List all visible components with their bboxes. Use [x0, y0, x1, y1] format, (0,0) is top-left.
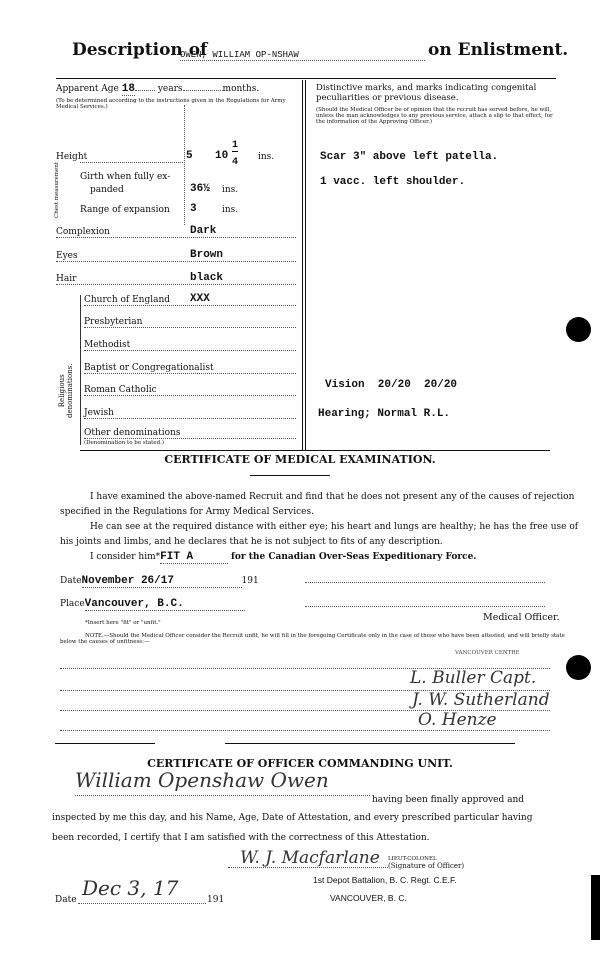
religion-label: Baptist or Congregationalist	[84, 363, 214, 373]
years-label: years	[157, 84, 183, 94]
medical-footnote: NOTE.—Should the Medical Officer consider the Recruit unfit, he will fill in the foregoing Certificate only in the case of those who have been attested, and will briefly state below the causes of unfitness:—	[60, 633, 565, 645]
year-prefix: 191	[241, 576, 259, 586]
medical-paragraph-2: He can see at the required distance with either eye; his heart and lungs are healthy; he has the free use of his joints and limbs, and he declares that he is not subject to fits of any description.	[60, 522, 579, 547]
religion-label: Presbyterian	[84, 317, 143, 327]
commanding-date-value: Dec 3, 17	[82, 876, 179, 900]
header-suffix: on Enlistment.	[428, 40, 569, 60]
divider	[250, 475, 330, 476]
religion-label	[58, 364, 74, 419]
height-fraction-den: 4	[232, 157, 239, 168]
eyes-row	[56, 251, 296, 262]
bracket	[80, 295, 81, 445]
commanding-year-prefix: 191	[207, 895, 225, 905]
stamp-text: VANCOUVER CENTRE	[455, 650, 520, 656]
dotted-line	[60, 730, 550, 731]
complexion-row	[56, 227, 296, 238]
distinctive-marks-heading: Distinctive marks, and marks indicating congenital peculiarities or previous disease.	[316, 83, 537, 103]
signature-line	[228, 867, 388, 868]
mark-1: Scar 3" above left patella.	[320, 151, 499, 163]
signature-line	[305, 606, 545, 607]
hair-label: Hair	[56, 274, 77, 284]
hearing: Hearing; Normal R.L.	[318, 408, 451, 420]
medical-place-value: Vancouver, B.C.	[85, 598, 245, 611]
religion-label-2: denominations.	[66, 363, 74, 418]
hair-row	[56, 274, 296, 285]
scan-edge	[591, 875, 600, 940]
medical-date-value: November 26/17	[82, 575, 242, 588]
range-unit: ins.	[222, 205, 239, 215]
divider	[56, 78, 556, 79]
fitness-value: FIT A	[160, 551, 228, 564]
religion-row	[84, 340, 296, 351]
age-note: (To be determined according to the instructions given in the Regulations for Army Medical Services.)	[56, 98, 286, 110]
officer-rank: LIEUT-COLONEL	[388, 856, 437, 862]
medical-date-row	[60, 575, 259, 588]
punch-hole	[566, 317, 591, 342]
dotted-line	[80, 152, 185, 163]
medical-signature-3: O. Henze	[418, 710, 497, 730]
commanding-date-label: Date	[55, 895, 77, 905]
unit-name: 1st Depot Battalion, B. C. Regt. C.E.F.	[313, 875, 457, 885]
consider-suffix: for the Canadian Over-Seas Expeditionary Force.	[231, 552, 477, 562]
range-value: 3	[190, 203, 197, 215]
religion-row	[84, 428, 296, 439]
divider	[80, 450, 550, 451]
inches-label: ins.	[258, 152, 275, 162]
consider-prefix: I consider him*	[90, 552, 161, 562]
height-inches: 10	[215, 150, 229, 162]
range-label: Range of expansion	[80, 205, 170, 215]
denomination-note: (Denomination to be stated.)	[84, 440, 165, 446]
consider-row	[90, 551, 476, 564]
medical-signature-2: J. W. Sutherland	[412, 690, 550, 710]
religion-label: Jewish	[84, 408, 114, 418]
religion-label: Other denominations	[84, 428, 181, 438]
girth-value: 36½	[190, 183, 210, 195]
medical-officer-label: Medical Officer.	[483, 612, 560, 623]
divider	[225, 743, 515, 744]
signature-label: (Signature of Officer)	[388, 862, 465, 870]
religion-row	[84, 295, 296, 306]
age-label: Apparent Age	[56, 84, 119, 94]
commanding-certificate-title: CERTIFICATE OF OFFICER COMMANDING UNIT.	[147, 757, 453, 770]
religion-label: Church of England	[84, 295, 171, 305]
signature-line	[305, 582, 545, 583]
eyes-value: Brown	[190, 249, 224, 261]
header-prefix: Description of	[72, 40, 208, 60]
mark-2: 1 vacc. left shoulder.	[320, 176, 466, 188]
religion-label: Roman Catholic	[84, 385, 157, 395]
height-label: Height	[56, 152, 88, 162]
commanding-text-2: inspected by me this day, and his Name, Age, Date of Attestation, and every prescribed particular having	[52, 813, 533, 823]
medical-signature-1: L. Buller Capt.	[410, 668, 537, 688]
distinctive-marks-note: (Should the Medical Officer be of opinion that the recruit has served before, he will, unless the man acknowledges to any previous service, attach a slip to that effect, for the information of the Approving Officer.)	[316, 107, 553, 125]
complexion-value: Dark	[190, 225, 217, 237]
vision: Vision 20/20 20/20	[325, 379, 458, 391]
dotted-line	[75, 795, 370, 796]
religion-label: Methodist	[84, 340, 131, 350]
divider	[184, 105, 185, 225]
age-value: 18	[121, 83, 135, 95]
column-divider	[305, 80, 306, 450]
religion-row	[84, 363, 296, 374]
commanding-text-3: been recorded, I certify that I am satisfied with the correctness of this Attestation.	[52, 833, 430, 843]
medical-place-row	[60, 598, 245, 611]
religion-label-1: Religious	[58, 374, 66, 408]
religion-row	[84, 408, 296, 419]
complexion-label: Complexion	[56, 227, 110, 237]
recruit-name-field: OWEN, WILLIAM OP-NSHAW	[180, 50, 425, 61]
place-label: Place	[60, 599, 85, 609]
medical-certificate-title: CERTIFICATE OF MEDICAL EXAMINATION.	[164, 453, 436, 466]
religion-value: XXX	[190, 293, 210, 305]
recruit-signature: William Openshaw Owen	[75, 768, 329, 792]
punch-hole	[566, 655, 591, 680]
height-feet: 5	[186, 150, 193, 162]
date-label: Date	[60, 576, 82, 586]
hair-value: black	[190, 272, 224, 284]
age-row	[56, 83, 259, 95]
girth-unit: ins.	[222, 185, 239, 195]
height-fraction-num: 1	[232, 140, 239, 151]
commanding-text-1: having been finally approved and	[372, 795, 525, 805]
months-label: months.	[222, 84, 260, 94]
insert-note: *Insert here "fit" or "unfit."	[85, 620, 161, 626]
column-divider	[302, 80, 303, 450]
medical-paragraph-1: I have examined the above-named Recruit and find that he does not present any of the causes of rejection specified in the Regulations for Army Medical Services.	[60, 492, 575, 517]
divider	[55, 743, 155, 744]
girth-label-2: panded	[90, 185, 124, 195]
officer-signature: W. J. Macfarlane	[240, 848, 380, 868]
eyes-label: Eyes	[56, 251, 78, 261]
girth-label-1: Girth when fully ex-	[80, 172, 171, 182]
dotted-line	[78, 903, 206, 904]
unit-location: VANCOUVER, B. C.	[330, 893, 407, 903]
chest-label: Chest measurement	[54, 161, 60, 218]
religion-row	[84, 385, 296, 396]
religion-row	[84, 317, 296, 328]
